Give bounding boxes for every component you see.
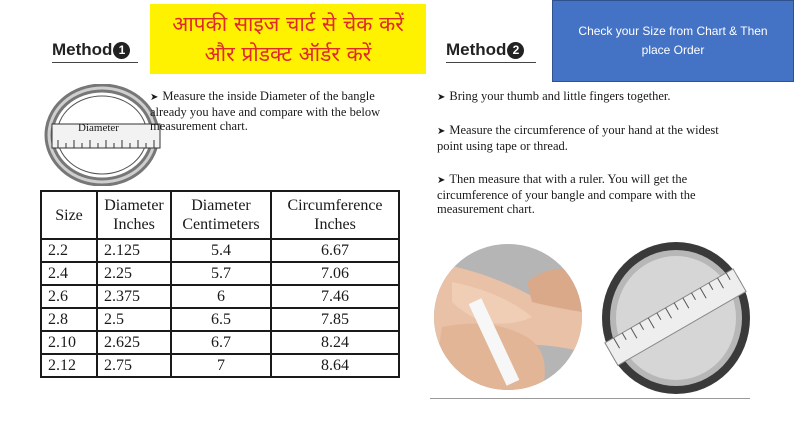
table-row (41, 285, 399, 308)
header-circumference-inches: Circumference Inches (271, 191, 399, 239)
cell-size: 2.4 (41, 262, 97, 285)
table-row (41, 262, 399, 285)
table-row (41, 239, 399, 262)
table-row (41, 331, 399, 354)
bangle-ruler-illustration (44, 84, 162, 186)
cell-diameter-inches: 2.125 (97, 239, 171, 262)
method1-heading (52, 40, 130, 60)
header-diameter-cm: Diameter Centimeters (171, 191, 271, 239)
callout-text: Check your Size from Chart & Then place Order (578, 24, 768, 57)
method2-step-1 (437, 89, 757, 105)
cell-size: 2.8 (41, 308, 97, 331)
method2-step-2-text: Measure the circumference of your hand at the widest point using tape or thread. (437, 123, 719, 153)
ruler-label: Diameter (78, 122, 119, 134)
hindi-banner-line2: और प्रोडक्ट ऑर्डर करें (204, 42, 372, 66)
method2-step-3-text: Then measure that with a ruler. You will get the circumference of your bangle and compare with the measurement chart. (437, 172, 696, 216)
arrow-icon: ➤ (437, 126, 446, 137)
method2-step-2 (437, 123, 737, 153)
table-header-row (41, 191, 399, 239)
arrow-icon: ➤ (150, 92, 159, 103)
method2-step-1-text: Bring your thumb and little fingers together. (449, 89, 671, 103)
cell-diameter-inches: 2.5 (97, 308, 171, 331)
method2-heading (446, 40, 524, 60)
table-row (41, 354, 399, 377)
bottom-divider (430, 398, 750, 399)
arrow-icon: ➤ (437, 175, 446, 186)
cell-circumference: 7.85 (271, 308, 399, 331)
cell-circumference: 7.46 (271, 285, 399, 308)
cell-diameter-cm: 6 (171, 285, 271, 308)
cell-size: 2.12 (41, 354, 97, 377)
method2-label: Method (446, 40, 507, 59)
cell-circumference: 6.67 (271, 239, 399, 262)
cell-diameter-cm: 5.4 (171, 239, 271, 262)
cell-diameter-cm: 6.7 (171, 331, 271, 354)
method2-step-3 (437, 172, 755, 216)
method2-number: 2 (507, 42, 524, 59)
cell-diameter-cm: 6.5 (171, 308, 271, 331)
header-diameter-inches: Diameter Inches (97, 191, 171, 239)
cell-circumference: 7.06 (271, 262, 399, 285)
cell-diameter-cm: 7 (171, 354, 271, 377)
cell-size: 2.6 (41, 285, 97, 308)
cell-diameter-cm: 5.7 (171, 262, 271, 285)
cell-circumference: 8.64 (271, 354, 399, 377)
hindi-banner (150, 4, 426, 74)
cell-diameter-inches: 2.375 (97, 285, 171, 308)
ruler-measuring-photo (600, 240, 752, 396)
arrow-icon: ➤ (437, 92, 446, 103)
cell-diameter-inches: 2.625 (97, 331, 171, 354)
cell-diameter-inches: 2.25 (97, 262, 171, 285)
size-check-callout (552, 0, 794, 82)
header-size: Size (41, 191, 97, 239)
hindi-banner-line1: आपकी साइज चार्ट से चेक करें (172, 12, 404, 36)
size-chart-table (40, 190, 400, 378)
method1-underline (52, 62, 138, 63)
cell-size: 2.2 (41, 239, 97, 262)
cell-diameter-inches: 2.75 (97, 354, 171, 377)
method1-number: 1 (113, 42, 130, 59)
cell-circumference: 8.24 (271, 331, 399, 354)
cell-size: 2.10 (41, 331, 97, 354)
method1-instruction-text: Measure the inside Diameter of the bangle already you have and compare with the below measurement chart. (150, 89, 381, 133)
table-row (41, 308, 399, 331)
method1-instruction (150, 89, 400, 133)
method1-label: Method (52, 40, 113, 59)
hand-measuring-photo (432, 242, 584, 392)
method2-underline (446, 62, 536, 63)
